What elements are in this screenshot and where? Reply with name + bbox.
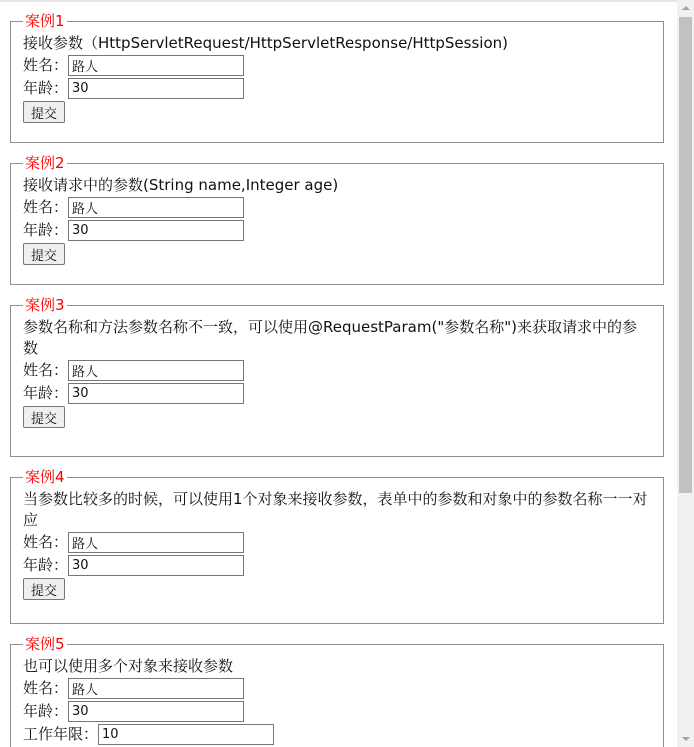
case5-name-row: [23, 677, 651, 700]
case5-fieldset: [10, 634, 664, 747]
case4-submit-button[interactable]: 提交: [23, 578, 65, 600]
case5-age-input[interactable]: [68, 701, 244, 722]
case3-age-row: [23, 382, 651, 405]
case4-age-row: [23, 554, 651, 577]
case2-description: 接收请求中的参数(String name,Integer age): [23, 176, 339, 194]
case2-age-input[interactable]: [68, 220, 244, 241]
case3-name-label: 姓名：: [23, 361, 69, 379]
case4-fieldset: [10, 467, 664, 624]
case3-submit-button[interactable]: 提交: [23, 406, 65, 428]
scroll-up-arrow-icon[interactable]: [682, 6, 690, 10]
case2-legend: 案例2: [25, 154, 65, 172]
case3-description: 参数名称和方法参数名称不一致，可以使用@RequestParam("参数名称")来获取请求中的参数: [23, 318, 637, 357]
case3-name-input[interactable]: [68, 360, 244, 381]
case5-name-input[interactable]: [68, 678, 244, 699]
case1-fieldset: [10, 11, 664, 143]
case2-fieldset: [10, 153, 664, 285]
case4-age-input[interactable]: [68, 555, 244, 576]
case2-age-row: [23, 219, 651, 242]
case5-description: 也可以使用多个对象来接收参数: [23, 657, 234, 675]
case1-age-label: 年龄：: [23, 79, 69, 97]
case5-work-years-input[interactable]: [98, 724, 274, 745]
case1-legend: 案例1: [25, 12, 65, 30]
case1-age-row: [23, 77, 651, 100]
case3-age-input[interactable]: [68, 383, 244, 404]
case5-work-years-label: 工作年限：: [23, 725, 99, 743]
case3-age-label: 年龄：: [23, 384, 69, 402]
case3-legend: 案例3: [25, 296, 65, 314]
case1-age-input[interactable]: [68, 78, 244, 99]
case4-legend: 案例4: [25, 468, 65, 486]
case5-age-label: 年龄：: [23, 702, 69, 720]
case4-name-row: [23, 531, 651, 554]
case5-age-row: [23, 700, 651, 723]
case2-age-label: 年龄：: [23, 221, 69, 239]
case1-submit-button[interactable]: 提交: [23, 101, 65, 123]
case1-name-row: [23, 54, 651, 77]
scrollbar-thumb[interactable]: [679, 17, 692, 493]
case1-description: 接收参数（HttpServletRequest/HttpServletResponse/HttpSession): [23, 34, 508, 52]
case1-name-label: 姓名：: [23, 56, 69, 74]
case4-name-input[interactable]: [68, 532, 244, 553]
case2-name-row: [23, 196, 651, 219]
case3-fieldset: [10, 295, 664, 457]
vertical-scrollbar[interactable]: [677, 0, 694, 747]
case2-name-input[interactable]: [68, 197, 244, 218]
scroll-down-arrow-icon[interactable]: [682, 737, 690, 741]
case2-name-label: 姓名：: [23, 198, 69, 216]
case5-work-years-row: [23, 723, 651, 746]
case3-name-row: [23, 359, 651, 382]
case5-legend: 案例5: [25, 635, 65, 653]
case5-name-label: 姓名：: [23, 679, 69, 697]
case1-name-input[interactable]: [68, 55, 244, 76]
case4-description: 当参数比较多的时候，可以使用1个对象来接收参数，表单中的参数和对象中的参数名称一一对应: [23, 490, 648, 529]
case4-name-label: 姓名：: [23, 533, 69, 551]
case2-submit-button[interactable]: 提交: [23, 243, 65, 265]
case4-age-label: 年龄：: [23, 556, 69, 574]
